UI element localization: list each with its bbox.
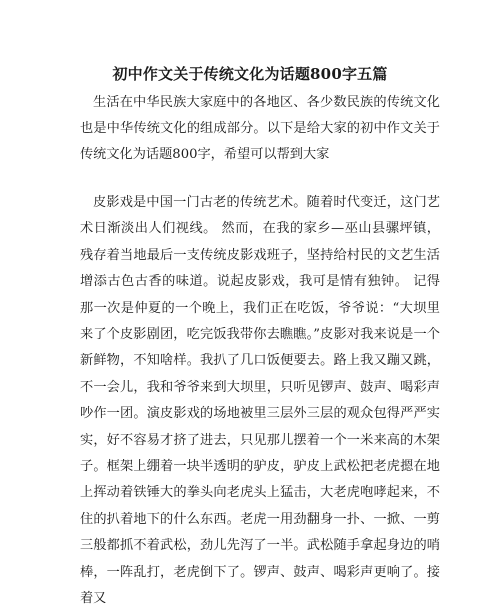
intro-paragraph: 生活在中华民族大家庭中的各地区、各少数民族的传统文化也是中华传统文化的组成部分。以下是给大家的初中作文关于传统文化为话题800字，希望可以帮到大家 bbox=[80, 95, 440, 162]
document-title: 初中作文关于传统文化为话题800字五篇 bbox=[112, 65, 388, 83]
body-paragraph: 皮影戏是中国一门古老的传统艺术。随着时代变迁，这门艺术日渐淡出人们视线。 然而，在我的家乡—巫山县骡坪镇，残存着当地最后一支传统皮影戏班子，坚持给村民的文艺生活增添古色古香的味道。说起皮影戏，我可是情有独钟。 记得那一次是仲夏的一个晚上，我们正在吃饭，爷爷说：“大坝里来了个皮影剧团，吃完饭我带你去瞧瞧。”皮影对我来说是一个新鲜物，不知啥样。我扒了几口饭便要去。路上我又蹦又跳，不一会儿，我和爷爷来到大坝里，只听见锣声、鼓声、喝彩声吵作一团。演皮影戏的场地被里三层外三层的观众包得严严实实，好不容易才挤了进去，只见那儿摆着一个一米来高的木架子。框架上绷着一块半透明的驴皮，驴皮上武松把老虎摁在地上挥动着铁锤大的拳头向老虎头上猛击，大老虎咆哮起来，不住的扒着地下的什么东西。老虎一用劲翻身一扑、一掀、一剪三般都抓不着武松，劲儿先泻了一半。武松随手拿起身边的哨棒，一阵乱打，老虎倒下了。锣声、鼓声、喝彩声更响了。接着又 bbox=[80, 195, 440, 607]
